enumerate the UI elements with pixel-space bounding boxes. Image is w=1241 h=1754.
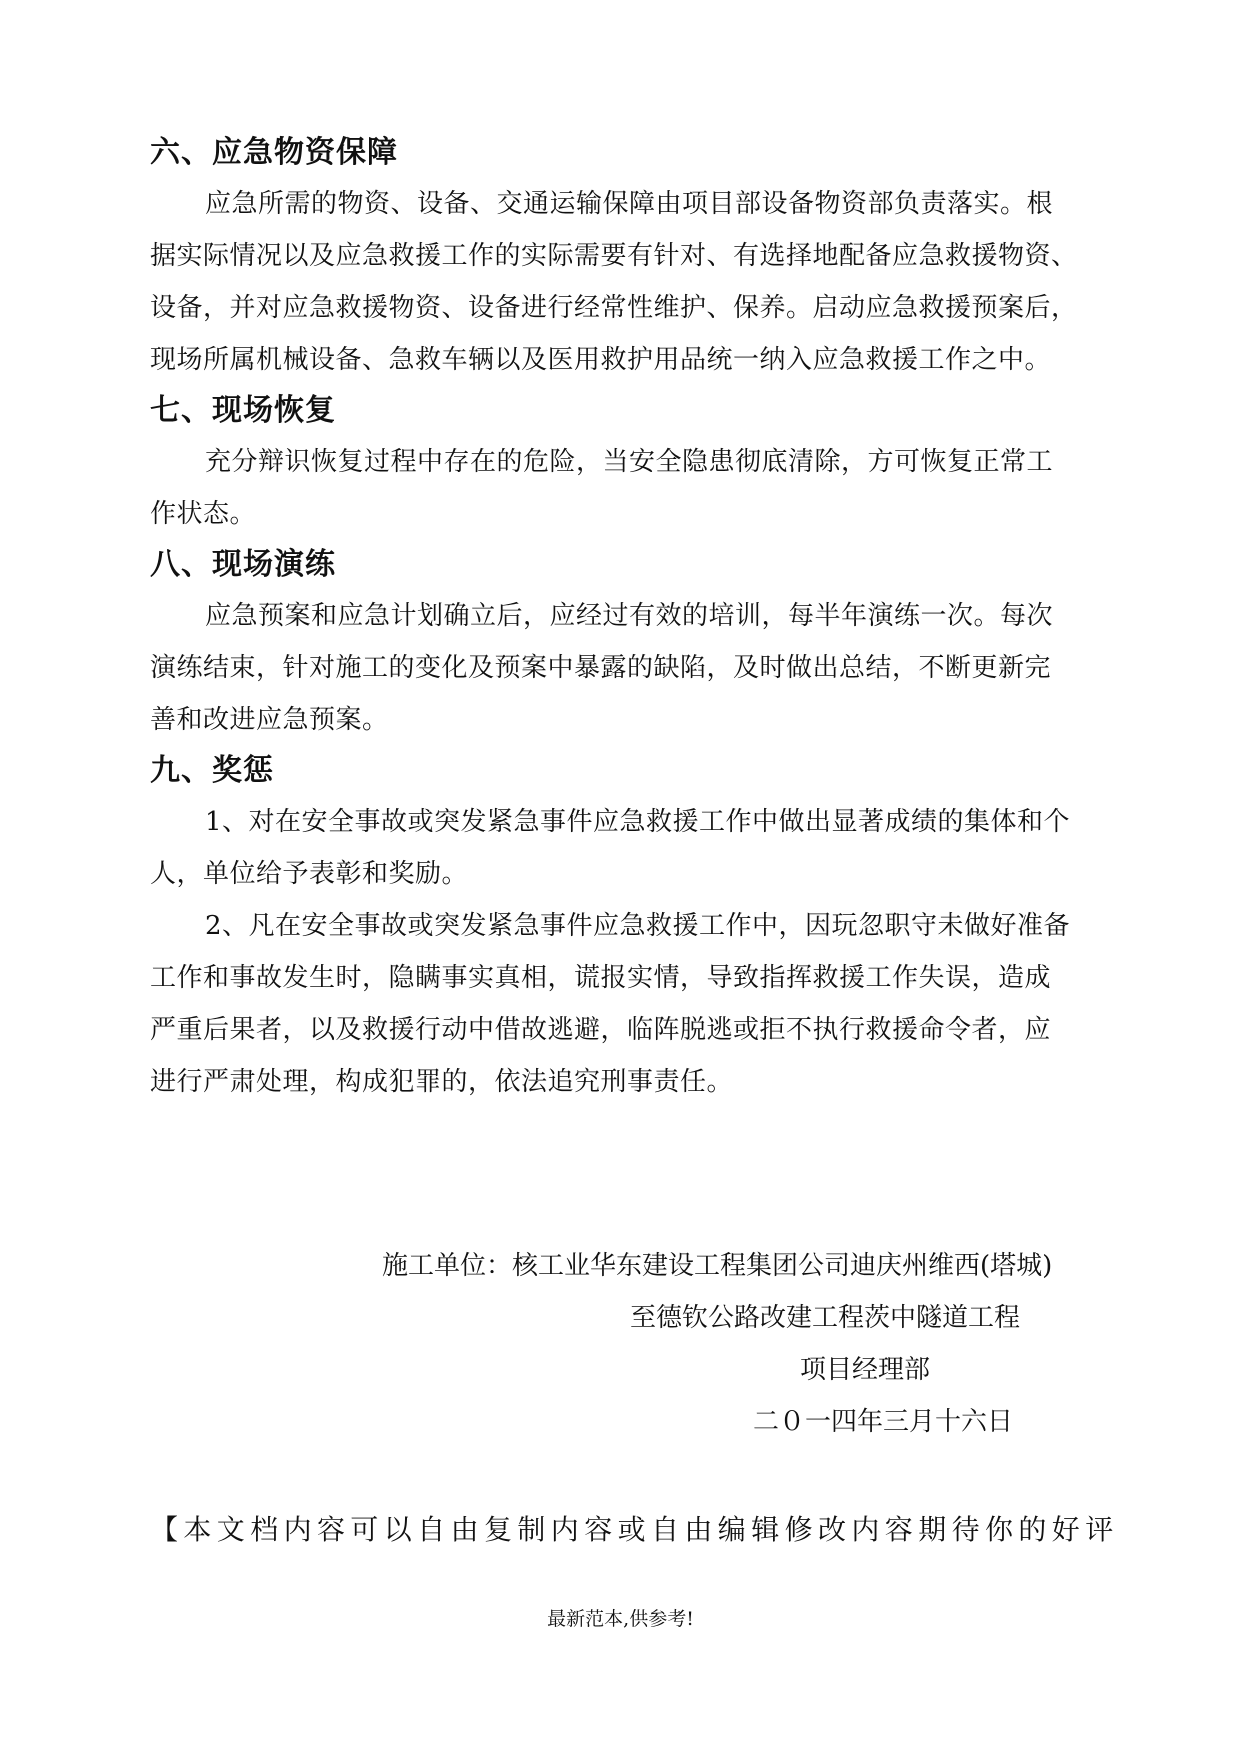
document-notice: 【本文档内容可以自由复制内容或自由编辑修改内容期待你的好评 bbox=[150, 1513, 1119, 1546]
paragraph-line: 2、凡在安全事故或突发紧急事件应急救援工作中，因玩忽职守未做好准备 bbox=[205, 911, 1071, 941]
paragraph-line: 据实际情况以及应急救援工作的实际需要有针对、有选择地配备应急救援物资、 bbox=[150, 241, 1078, 271]
paragraph-line: 现场所属机械设备、急救车辆以及医用救护用品统一纳入应急救援工作之中。 bbox=[150, 345, 1052, 375]
section-heading-materials: 六、应急物资保障 bbox=[150, 135, 398, 170]
document-body bbox=[150, 128, 1135, 1108]
section-heading-rewards: 九、奖惩 bbox=[150, 753, 274, 788]
paragraph-line: 充分辩识恢复过程中存在的危险，当安全隐患彻底清除，方可恢复正常工 bbox=[205, 447, 1054, 477]
paragraph-line: 工作和事故发生时，隐瞒事实真相，谎报实情，导致指挥救援工作失误，造成 bbox=[150, 963, 1052, 993]
signature-date: 二０一四年三月十六日 bbox=[753, 1407, 1014, 1437]
paragraph-line: 进行严肃处理，构成犯罪的，依法追究刑事责任。 bbox=[150, 1067, 734, 1097]
section-heading-drill: 八、现场演练 bbox=[150, 547, 336, 582]
section-paragraph bbox=[150, 436, 1135, 540]
paragraph-line: 严重后果者，以及救援行动中借故逃避，临阵脱逃或拒不执行救援命令者，应 bbox=[150, 1015, 1052, 1045]
paragraph-line: 1、对在安全事故或突发紧急事件应急救援工作中做出显著成绩的集体和个 bbox=[205, 807, 1071, 837]
signature-unit: 施工单位：核工业华东建设工程集团公司迪庆州维西(塔城) bbox=[382, 1251, 1053, 1281]
paragraph-line: 人，单位给予表彰和奖励。 bbox=[150, 859, 469, 889]
paragraph-line: 应急预案和应急计划确立后，应经过有效的培训，每半年演练一次。每次 bbox=[205, 601, 1054, 631]
section-paragraph bbox=[150, 900, 1135, 1108]
section-heading-recovery: 七、现场恢复 bbox=[150, 393, 336, 428]
page-footer: 最新范本,供参考! bbox=[547, 1608, 694, 1630]
paragraph-line: 应急所需的物资、设备、交通运输保障由项目部设备物资部负责落实。根 bbox=[205, 189, 1054, 219]
signature-block bbox=[150, 1240, 1135, 1448]
section-paragraph bbox=[150, 590, 1135, 746]
section-paragraph bbox=[150, 796, 1135, 900]
section-paragraph bbox=[150, 178, 1135, 386]
signature-project: 至德钦公路改建工程茨中隧道工程 bbox=[630, 1303, 1021, 1333]
paragraph-line: 演练结束，针对施工的变化及预案中暴露的缺陷，及时做出总结，不断更新完 bbox=[150, 653, 1052, 683]
paragraph-line: 善和改进应急预案。 bbox=[150, 705, 389, 735]
signature-department: 项目经理部 bbox=[800, 1355, 931, 1385]
paragraph-line: 作状态。 bbox=[150, 499, 257, 529]
paragraph-line: 设备，并对应急救援物资、设备进行经常性维护、保养。启动应急救援预案后， bbox=[150, 293, 1078, 323]
